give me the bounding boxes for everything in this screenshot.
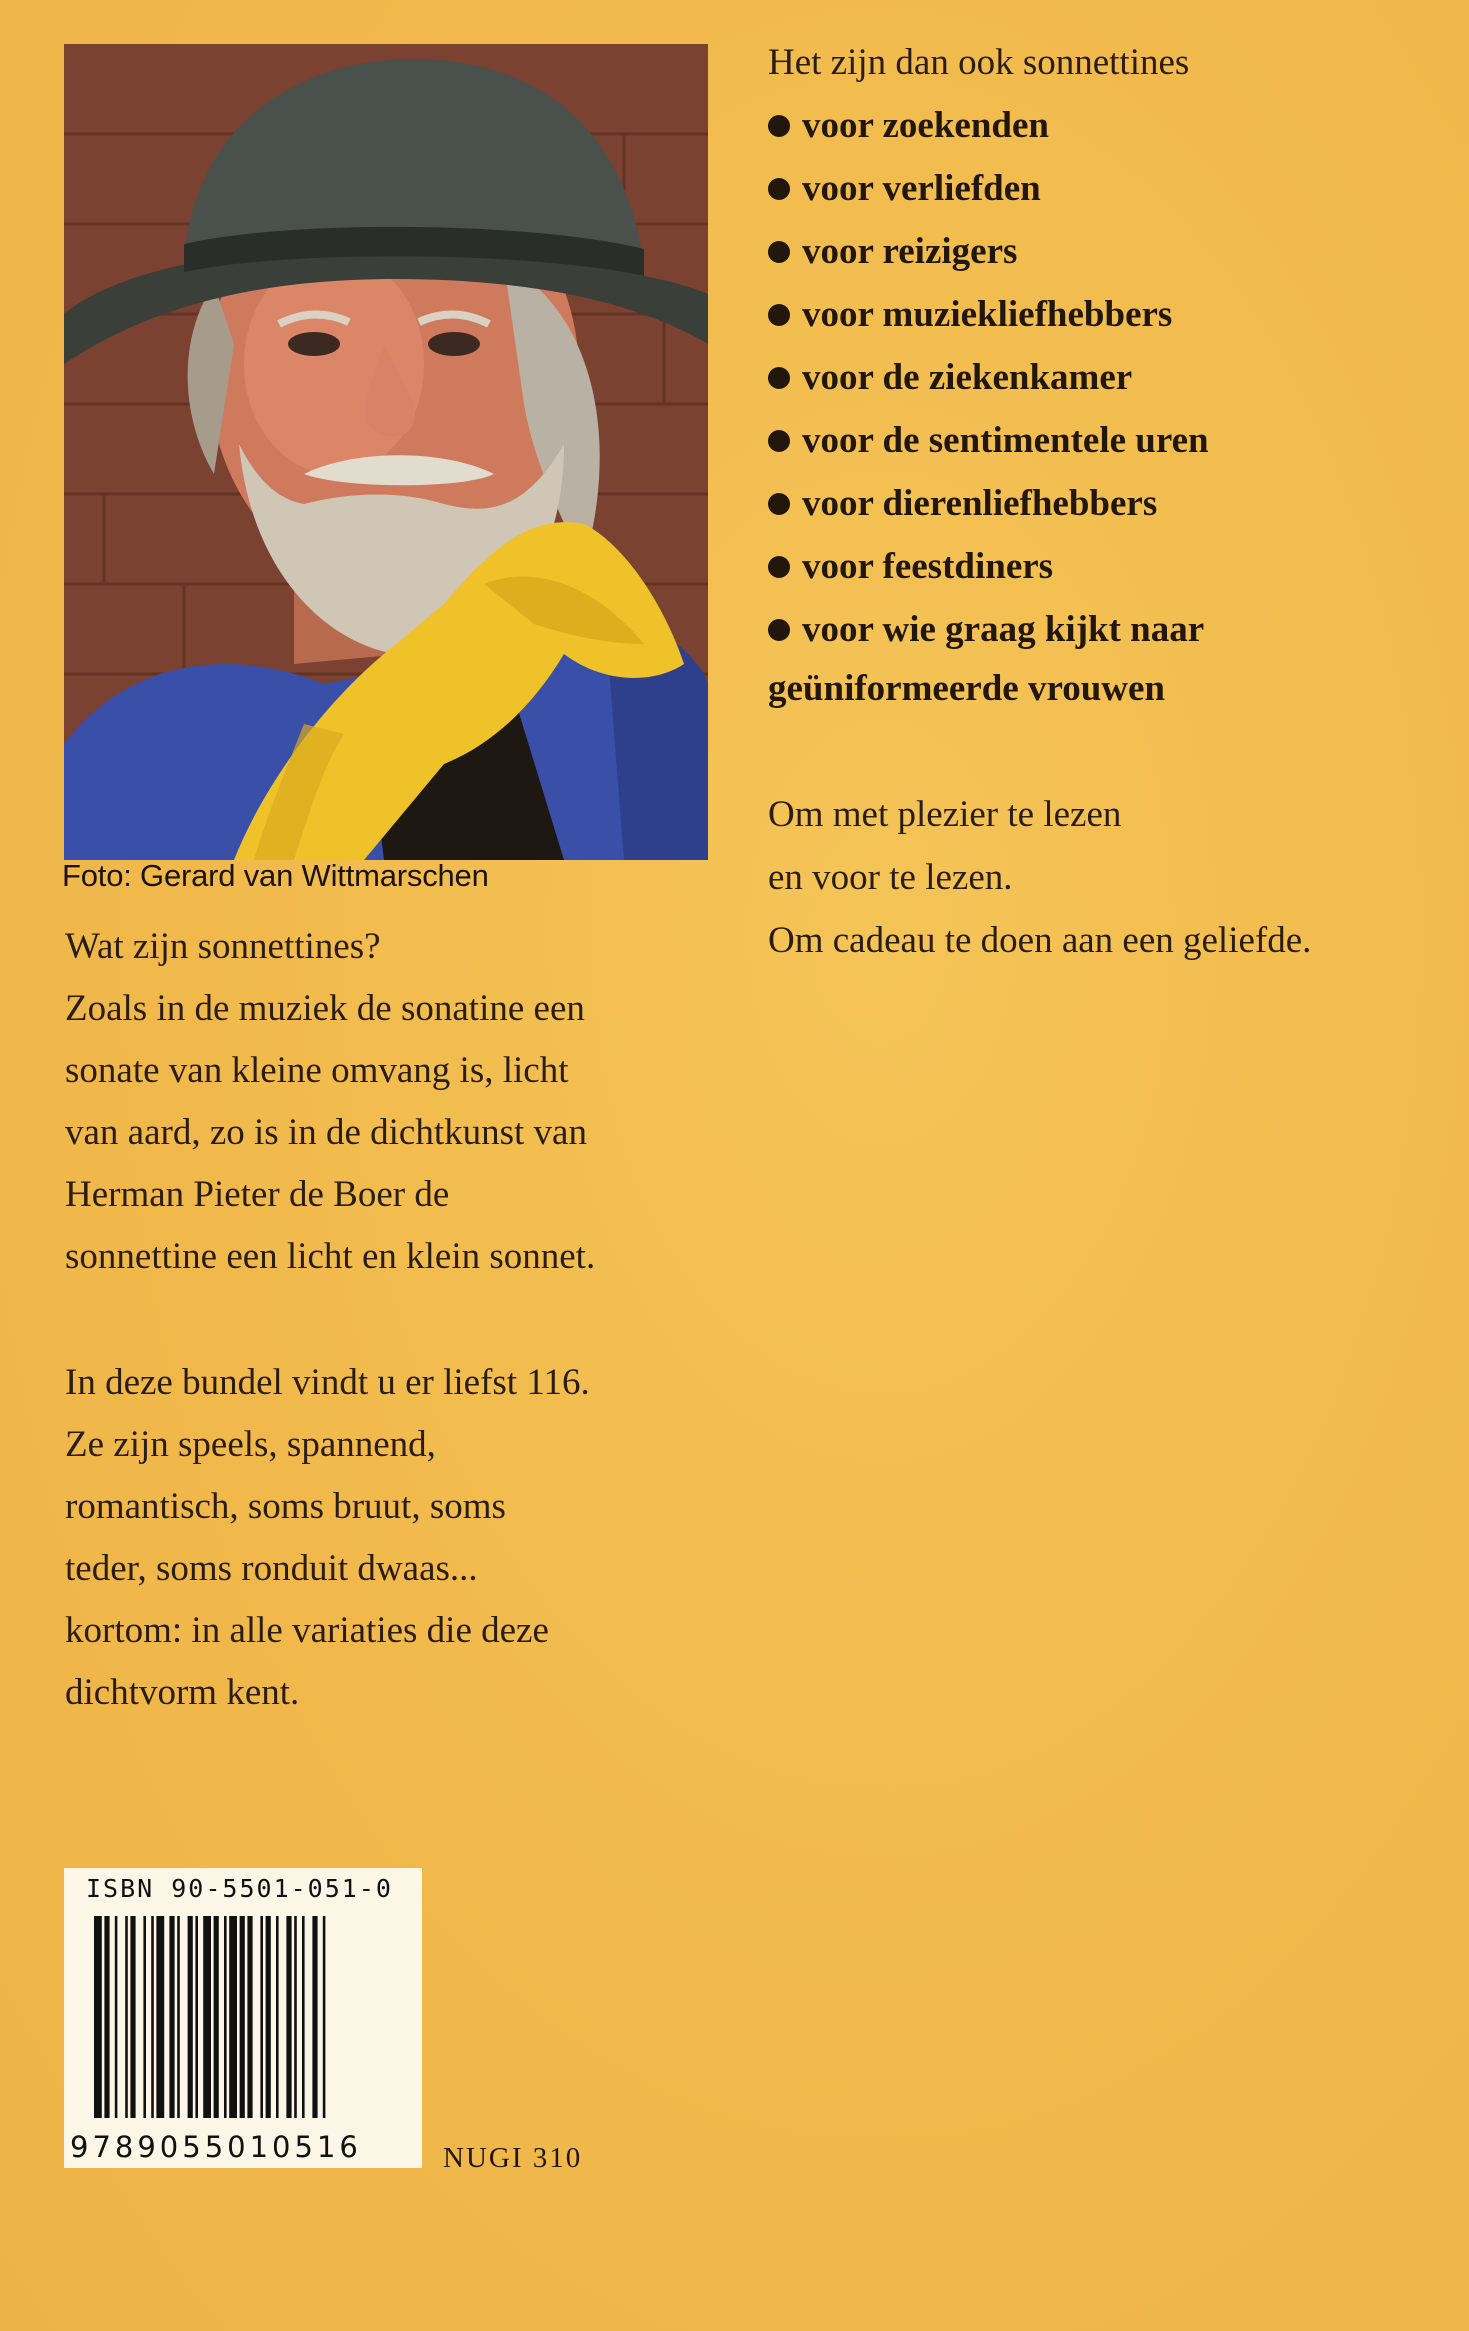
description-left	[65, 916, 725, 1724]
text-line: Ze zijn speels, spannend,	[65, 1424, 436, 1465]
description-right	[768, 32, 1448, 972]
text-line: kortom: in alle variaties die deze	[65, 1610, 549, 1651]
photo-caption: Foto: Gerard van Wittmarschen	[62, 858, 489, 893]
list-item: voor dierenliefhebbers	[768, 472, 1448, 535]
text-line: teder, soms ronduit dwaas...	[65, 1548, 478, 1589]
list-item: voor de sentimentele uren	[768, 409, 1448, 472]
text-line: van aard, zo is in de dichtkunst van	[65, 1112, 587, 1153]
list-item: voor zoekenden	[768, 94, 1448, 157]
list-item-continuation: geüniformeerde vrouwen	[768, 668, 1165, 709]
bullet-icon	[768, 556, 790, 578]
text-line: Om cadeau te doen aan een geliefde.	[768, 920, 1312, 961]
text-line: sonate van kleine omvang is, licht	[65, 1050, 569, 1091]
list-item: voor muziekliefhebbers	[768, 283, 1448, 346]
text-line: In deze bundel vindt u er liefst 116.	[65, 1362, 590, 1403]
bullet-icon	[768, 493, 790, 515]
bullet-icon	[768, 115, 790, 137]
author-portrait	[64, 44, 708, 860]
list-item: voor feestdiners	[768, 535, 1448, 598]
bullet-icon	[768, 241, 790, 263]
bullet-icon	[768, 304, 790, 326]
text-line: sonnettine een licht en klein sonnet.	[65, 1236, 596, 1277]
bullet-icon	[768, 430, 790, 452]
nugi-code: NUGI 310	[443, 2142, 583, 2174]
isbn-number: ISBN 90-5501-051-0	[86, 1874, 393, 1903]
text-line: dichtvorm kent.	[65, 1672, 300, 1713]
text-line: romantisch, soms bruut, soms	[65, 1486, 506, 1527]
bullet-icon	[768, 178, 790, 200]
closing-text	[768, 783, 1448, 972]
list-item: voor de ziekenkamer	[768, 346, 1448, 409]
list-item: voor reizigers	[768, 220, 1448, 283]
text-line: Herman Pieter de Boer de	[65, 1174, 450, 1215]
text-line: en voor te lezen.	[768, 857, 1013, 898]
text-line: Om met plezier te lezen	[768, 794, 1122, 835]
author-photo	[64, 44, 708, 860]
bullet-icon	[768, 619, 790, 641]
ean-number: 9789055010516	[70, 2130, 362, 2164]
text-line: Wat zijn sonnettines?	[65, 926, 381, 967]
list-item: voor wie graag kijkt naar	[768, 598, 1448, 661]
isbn-barcode	[64, 1868, 422, 2168]
list-item: voor verliefden	[768, 157, 1448, 220]
barcode-bars	[94, 1916, 394, 2118]
list-intro: Het zijn dan ook sonnettines	[768, 42, 1190, 83]
text-line: Zoals in de muziek de sonatine een	[65, 988, 585, 1029]
bullet-icon	[768, 367, 790, 389]
audience-list	[768, 94, 1448, 661]
